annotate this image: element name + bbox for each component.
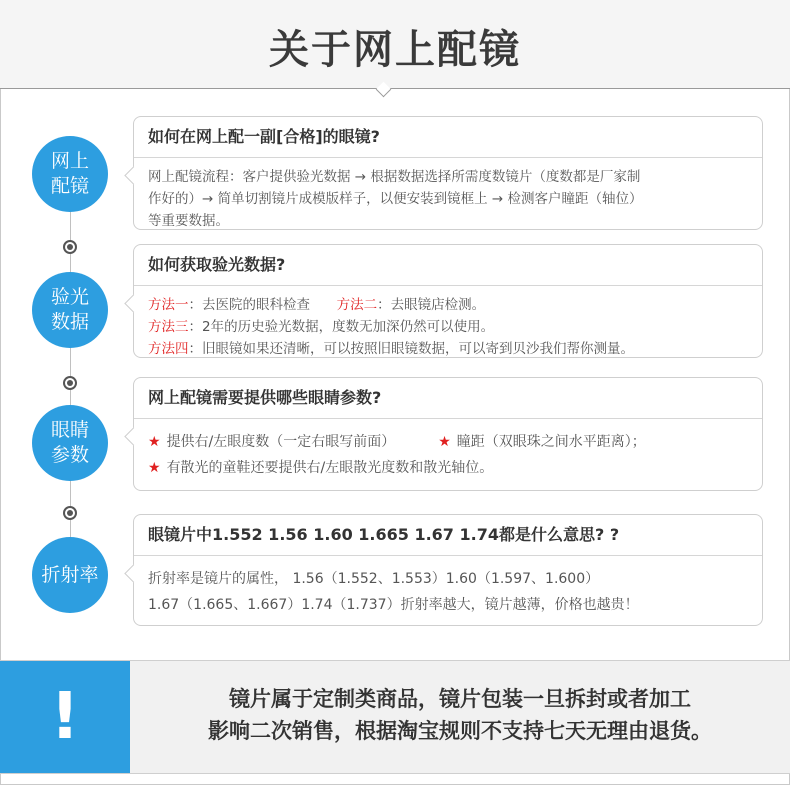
param-row [148, 455, 748, 481]
body-line: 1.67（1.665、1.667）1.74（1.737）折射率越大，镜片越薄，价格也越贵！ [148, 597, 639, 613]
method-row [148, 338, 748, 360]
method-text: ：旧眼镜如果还清晰，可以按照旧眼镜数据，可以寄到贝沙我们帮你测量。 [188, 341, 634, 357]
card-heading: 网上配镜需要提供哪些眼睛参数? [134, 378, 762, 419]
method-row [148, 316, 748, 338]
body-line: 作好的）→ 简单切割镜片成模版样子，以便安装到镜框上 → 检测客户瞳距（轴位） [148, 191, 643, 207]
step-circle-refractive-index: 折射率 [32, 537, 108, 613]
card-refractive-index [133, 514, 763, 626]
page-header [0, 0, 790, 89]
body-line: 等重要数据。 [148, 213, 229, 229]
step-circle-eye-parameters: 眼睛 参数 [32, 405, 108, 481]
timeline-dot [63, 506, 77, 520]
star-icon: ★ [438, 434, 451, 450]
star-icon: ★ [148, 460, 161, 476]
return-policy-notice [0, 660, 790, 774]
star-icon: ★ [148, 434, 161, 450]
notice-text [140, 683, 780, 747]
notice-line: 镜片属于定制类商品，镜片包装一旦拆封或者加工 [229, 687, 691, 711]
card-body [134, 286, 762, 360]
card-body [134, 556, 762, 618]
timeline-dot [63, 240, 77, 254]
method-text: ：去医院的眼科检查 [188, 297, 310, 313]
card-heading: 如何在网上配一副[合格]的眼镜? [134, 117, 762, 158]
method-label: 方法一 [148, 297, 189, 313]
body-line: 网上配镜流程：客户提供验光数据 → 根据数据选择所需度数镜片（度数都是厂家制 [148, 169, 641, 185]
param-row [148, 429, 748, 455]
method-label: 方法三 [148, 319, 189, 335]
card-eye-parameters [133, 377, 763, 491]
card-body [134, 158, 762, 232]
card-heading: 眼镜片中1.552 1.56 1.60 1.665 1.67 1.74都是什么意思? ? [134, 515, 762, 556]
card-body [134, 419, 762, 481]
notice-line: 影响二次销售，根据淘宝规则不支持七天无理由退货。 [208, 719, 712, 743]
card-online-fitting [133, 116, 763, 230]
param-text: 瞳距（双眼珠之间水平距离）； [456, 434, 646, 450]
card-heading: 如何获取验光数据? [134, 245, 762, 286]
card-prescription [133, 244, 763, 358]
exclamation-icon: ! [0, 661, 130, 773]
param-text: 有散光的童鞋还要提供右/左眼散光度数和散光轴位。 [166, 460, 494, 476]
method-row [148, 294, 748, 316]
body-line: 折射率是镜片的属性， 1.56（1.552、1.553）1.60（1.597、1.600） [148, 571, 600, 587]
step-circle-prescription: 验光 数据 [32, 272, 108, 348]
step-circle-online-fitting: 网上 配镜 [32, 136, 108, 212]
timeline-dot [63, 376, 77, 390]
method-label: 方法二 [336, 297, 378, 313]
method-text: ：去眼镜店检测。 [377, 297, 486, 313]
param-text: 提供右/左眼度数（一定右眼写前面） [166, 434, 396, 450]
page-title: 关于网上配镜 [269, 27, 521, 73]
method-text: ：2年的历史验光数据，度数无加深仍然可以使用。 [188, 319, 495, 335]
method-label: 方法四 [148, 341, 189, 357]
